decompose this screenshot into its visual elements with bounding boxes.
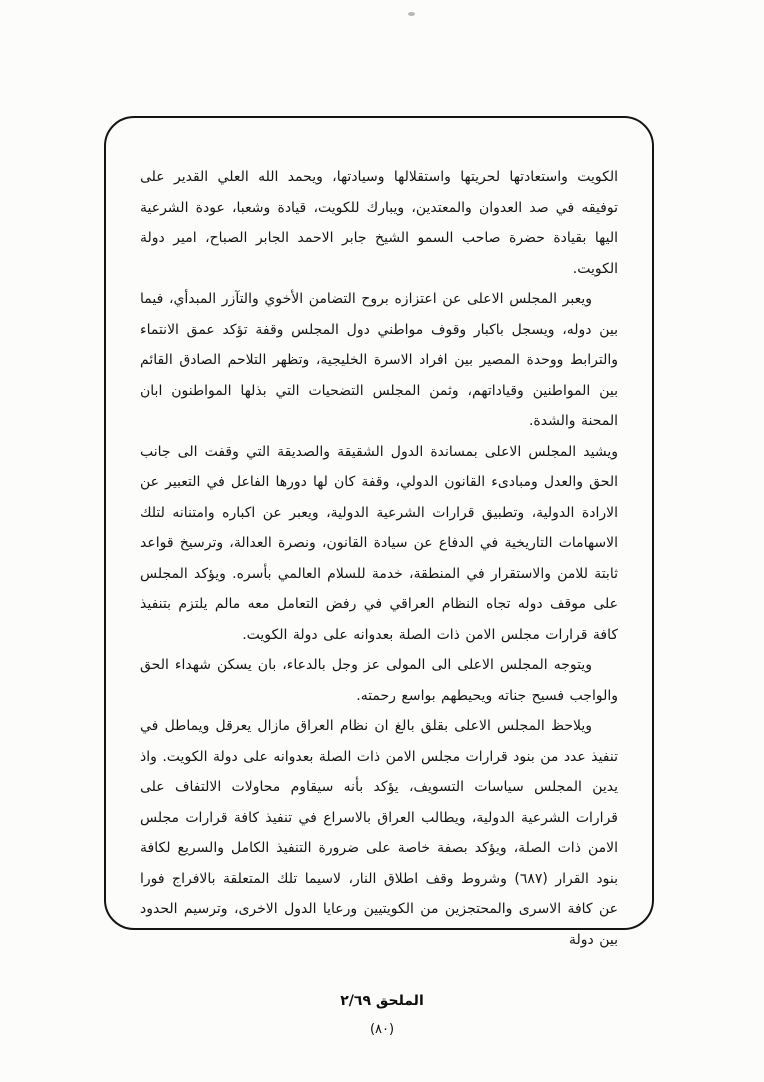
paragraph-martyrs-prayer: ويتوجه المجلس الاعلى الى المولى عز وجل بالدعاء، بان يسكن شهداء الحق والواجب فسيح جناته ويحيطهم بواسع رحمته.	[140, 657, 618, 704]
document-body-text	[140, 162, 618, 948]
document-border-frame	[104, 116, 654, 948]
paragraph-iraq-resolutions: ويلاحظ المجلس الاعلى بقلق بالغ ان نظام العراق مازال يعرقل ويماطل في تنفيذ عدد من بنود قرارات مجلس الامن ذات الصلة بعدوانه على دولة الكويت. واذ يدين المجلس سياسات التسويف، يؤكد بأنه سيقاوم محاولات الالتفاف على قرارات الشرعية الدولية، ويطالب العراق بالاسراع في تنفيذ كافة قرارات مجلس الامن ذات الصلة، ويؤكد بصفة خاصة على ضرورة التنفيذ الكامل والسريع لكافة بنود القرار (٦٨٧) وشروط وقف اطلاق النار، لاسيما تلك المتعلقة بالافراج فورا عن كافة الاسرى والمحتجزين من الكويتيين ورعايا الدول الاخرى، وترسيم الحدود بين دولة	[140, 718, 618, 948]
paragraph-solidarity: ويعبر المجلس الاعلى عن اعتزازه بروح التضامن الأخوي والتآزر المبدأي، فيما بين دوله، ويسجل باكبار وقوف مواطني دول المجلس وقفة تؤكد عمق الانتماء والترابط ووحدة المصير بين افراد الاسرة الخليجية، وتظهر التلاحم الصادق القائم بين المواطنين وقياداتهم، وثمن المجلس التضحيات التي بذلها المواطنون ابان المحنة والشدة.	[140, 291, 618, 429]
paragraph-continuation: الكويت واستعادتها لحريتها واستقلالها وسيادتها، ويحمد الله العلي القدير على توفيقه في صد العدوان والمعتدين، ويبارك للكويت، قيادة وشعبا، عودة الشرعية اليها بقيادة حضرة صاحب السمو الشيخ جابر الاحمد الجابر الصباح، امير دولة الكويت.	[140, 169, 618, 277]
annex-label: الملحق ٢/٦٩	[340, 993, 424, 1009]
paragraph-friendly-states: ويشيد المجلس الاعلى بمساندة الدول الشقيقة والصديقة التي وقفت الى جانب الحق والعدل ومبادىء القانون الدولي، وقفة كان لها دورها الفاعل في التعبير عن الارادة الدولية، وتطبيق قرارات الشرعية الدولية، ويعبر عن اكباره وامتنانه لتلك الاسهامات التاريخية في الدفاع عن سيادة القانون، ونصرة العدالة، وترسيخ قواعد ثابتة للامن والاستقرار في المنطقة، خدمة للسلام العالمي بأسره. ويؤكد المجلس على موقف دوله تجاه النظام العراقي في رفض التعامل معه مالم يلتزم بتنفيذ كافة قرارات مجلس الامن ذات الصلة بعدوانه على دولة الكويت.	[140, 443, 618, 643]
page-number: (٨٠)	[369, 1022, 395, 1037]
scan-speck	[408, 12, 415, 16]
